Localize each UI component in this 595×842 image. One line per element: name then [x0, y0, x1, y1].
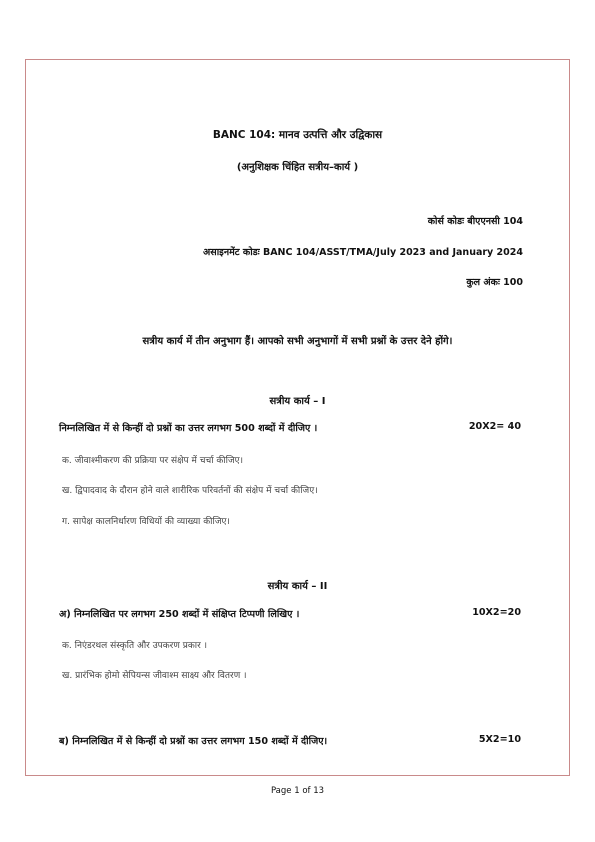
section1-question: निम्नलिखित में से किन्हीं दो प्रश्नों का उत्तर लगभग 500 शब्दों में दीजिए ।: [59, 423, 318, 434]
section2-marks-b: 5X2=10: [478, 734, 521, 745]
section1-item-b: ख. द्विपादवाद के दौरान होने वाले शारीरिक परिवर्तनों की संक्षेप में चर्चा कीजिए।: [62, 486, 318, 496]
section2-marks-a: 10X2=20: [472, 607, 521, 618]
document-subtitle: (अनुशिक्षक चिंहित सत्रीय–कार्य ): [236, 162, 359, 173]
section2-heading: सत्रीय कार्य – II: [267, 581, 328, 592]
section2-item-b: ख. प्रारंभिक होमो सेपियन्स जीवाश्म साक्ष्य और वितरण ।: [62, 671, 247, 681]
section2-question-b: ब) निम्नलिखित में से किन्हीं दो प्रश्नों का उत्तर लगभग 150 शब्दों में दीजिए।: [59, 736, 328, 747]
section1-marks: 20X2= 40: [468, 421, 521, 432]
assignment-code: असाइनमेंट कोडः BANC 104/ASST/TMA/July 2023 and January 2024: [203, 247, 523, 258]
section2-question-a: अ) निम्नलिखित पर लगभग 250 शब्दों में संक्षिप्त टिप्पणी लिखिए ।: [59, 609, 300, 620]
document-title: BANC 104: मानव उत्पत्ति और उद्विकास: [212, 129, 383, 141]
section1-item-a: क. जीवाश्मीकरण की प्रक्रिया पर संक्षेप में चर्चा कीजिए।: [62, 456, 244, 466]
section1-item-c: ग. सापेक्ष कालनिर्धारण विधियों की व्याख्या कीजिए।: [62, 517, 230, 527]
section1-heading: सत्रीय कार्य – I: [269, 396, 326, 407]
instructions: सत्रीय कार्य में तीन अनुभाग हैं। आपको सभी अनुभागों में सभी प्रश्नों के उत्तर देने होंगे।: [142, 336, 453, 347]
page-footer: Page 1 of 13: [270, 786, 325, 796]
total-marks: कुल अंकः 100: [466, 277, 523, 288]
course-code: कोर्स कोडः बीएएनसी 104: [427, 216, 523, 227]
section2-item-a: क. निएंडरथल संस्कृति और उपकरण प्रकार ।: [62, 641, 208, 651]
